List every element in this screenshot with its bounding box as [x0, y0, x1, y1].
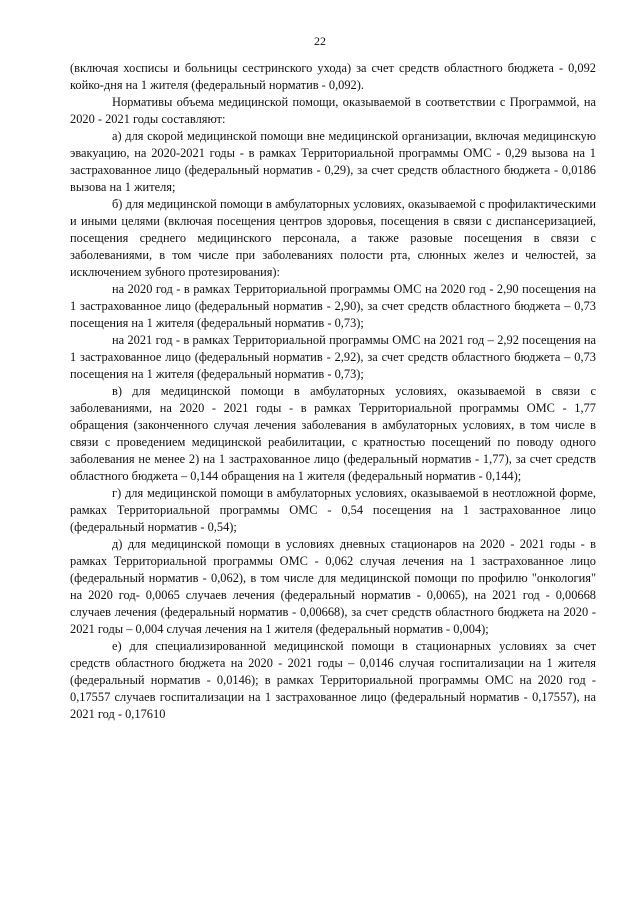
paragraph-year-2021: на 2021 год - в рамках Территориальной программы ОМС на 2021 год – 2,92 посещения на 1 застрахованное лицо (федеральный норматив - 2,92), за счет средств областного бюджета – 0,73 посещения на 1 жителя (федеральный норматив - 0,73); [70, 333, 596, 381]
paragraph-continuation: (включая хосписы и больницы сестринского ухода) за счет средств областного бюджета - 0,092 койко-дня на 1 жителя (федеральный норматив - 0,092). [70, 61, 596, 92]
document-body [70, 60, 596, 723]
paragraph-item-d-day-hospital: д) для медицинской помощи в условиях дневных стационаров на 2020 - 2021 годы - в рамках Территориальной программы ОМС - 0,062 случая лечения на 1 застрахованное лицо (федеральный норматив - 0,062), в том числе для медицинской помощи по профилю "онкология" на 2020 год- 0,0065 случаев лечения (федеральный норматив - 0,0065), на 2021 год - 0,00668 случаев лечения (федеральный норматив - 0,00668), за счет средств областного бюджета на 2020 - 2021 годы – 0,004 случая лечения на 1 жителя (федеральный норматив - 0,004); [70, 537, 596, 636]
paragraph-year-2020: на 2020 год - в рамках Территориальной программы ОМС на 2020 год - 2,90 посещения на 1 застрахованное лицо (федеральный норматив - 2,90), за счет средств областного бюджета – 0,73 посещения на 1 жителя (федеральный норматив - 0,73); [70, 282, 596, 330]
paragraph-volume-standards-intro: Нормативы объема медицинской помощи, оказываемой в соответствии с Программой, на 2020 - 2021 годы составляют: [70, 95, 596, 126]
paragraph-item-v-outpatient-disease: в) для медицинской помощи в амбулаторных условиях, оказываемой в связи с заболеваниями, на 2020 - 2021 годы - в рамках Территориальной программы ОМС - 1,77 обращения (законченного случая лечения заболевания в амбулаторных условиях, в том числе в связи с проведением медицинской реабилитации, с кратностью посещений по поводу одного заболевания не менее 2) на 1 застрахованное лицо (федеральный норматив - 1,77), за счет средств областного бюджета – 0,144 обращения на 1 жителя (федеральный норматив - 0,144); [70, 384, 596, 483]
paragraph-item-e-inpatient: е) для специализированной медицинской помощи в стационарных условиях за счет средств областного бюджета на 2020 - 2021 годы – 0,0146 случая госпитализации на 1 жителя (федеральный норматив - 0,0146); в рамках Территориальной программы ОМС на 2020 год - 0,17557 случаев госпитализации на 1 застрахованное лицо (федеральный норматив - 0,17557), на 2021 год - 0,17610 [70, 639, 596, 721]
paragraph-item-b-outpatient-preventive: б) для медицинской помощи в амбулаторных условиях, оказываемой с профилактическими и иными целями (включая посещения центров здоровья, посещения в связи с диспансеризацией, посещения среднего медицинского персонала, а также разовые посещения в связи с заболеваниями, в том числе при заболеваниях полости рта, слюнных желез и челюстей, за исключением зубного протезирования): [70, 197, 596, 279]
paragraph-item-g-urgent-outpatient: г) для медицинской помощи в амбулаторных условиях, оказываемой в неотложной форме, рамках Территориальной программы ОМС - 0,54 посещения на 1 застрахованное лицо (федеральный норматив - 0,54); [70, 486, 596, 534]
page-number: 22 [314, 34, 326, 48]
paragraph-item-a-ambulance: а) для скорой медицинской помощи вне медицинской организации, включая медицинскую эвакуацию, на 2020-2021 годы - в рамках Территориальной программы ОМС - 0,29 вызова на 1 застрахованное лицо (федеральный норматив - 0,29), за счет средств областного бюджета - 0,0186 вызова на 1 жителя; [70, 129, 596, 194]
